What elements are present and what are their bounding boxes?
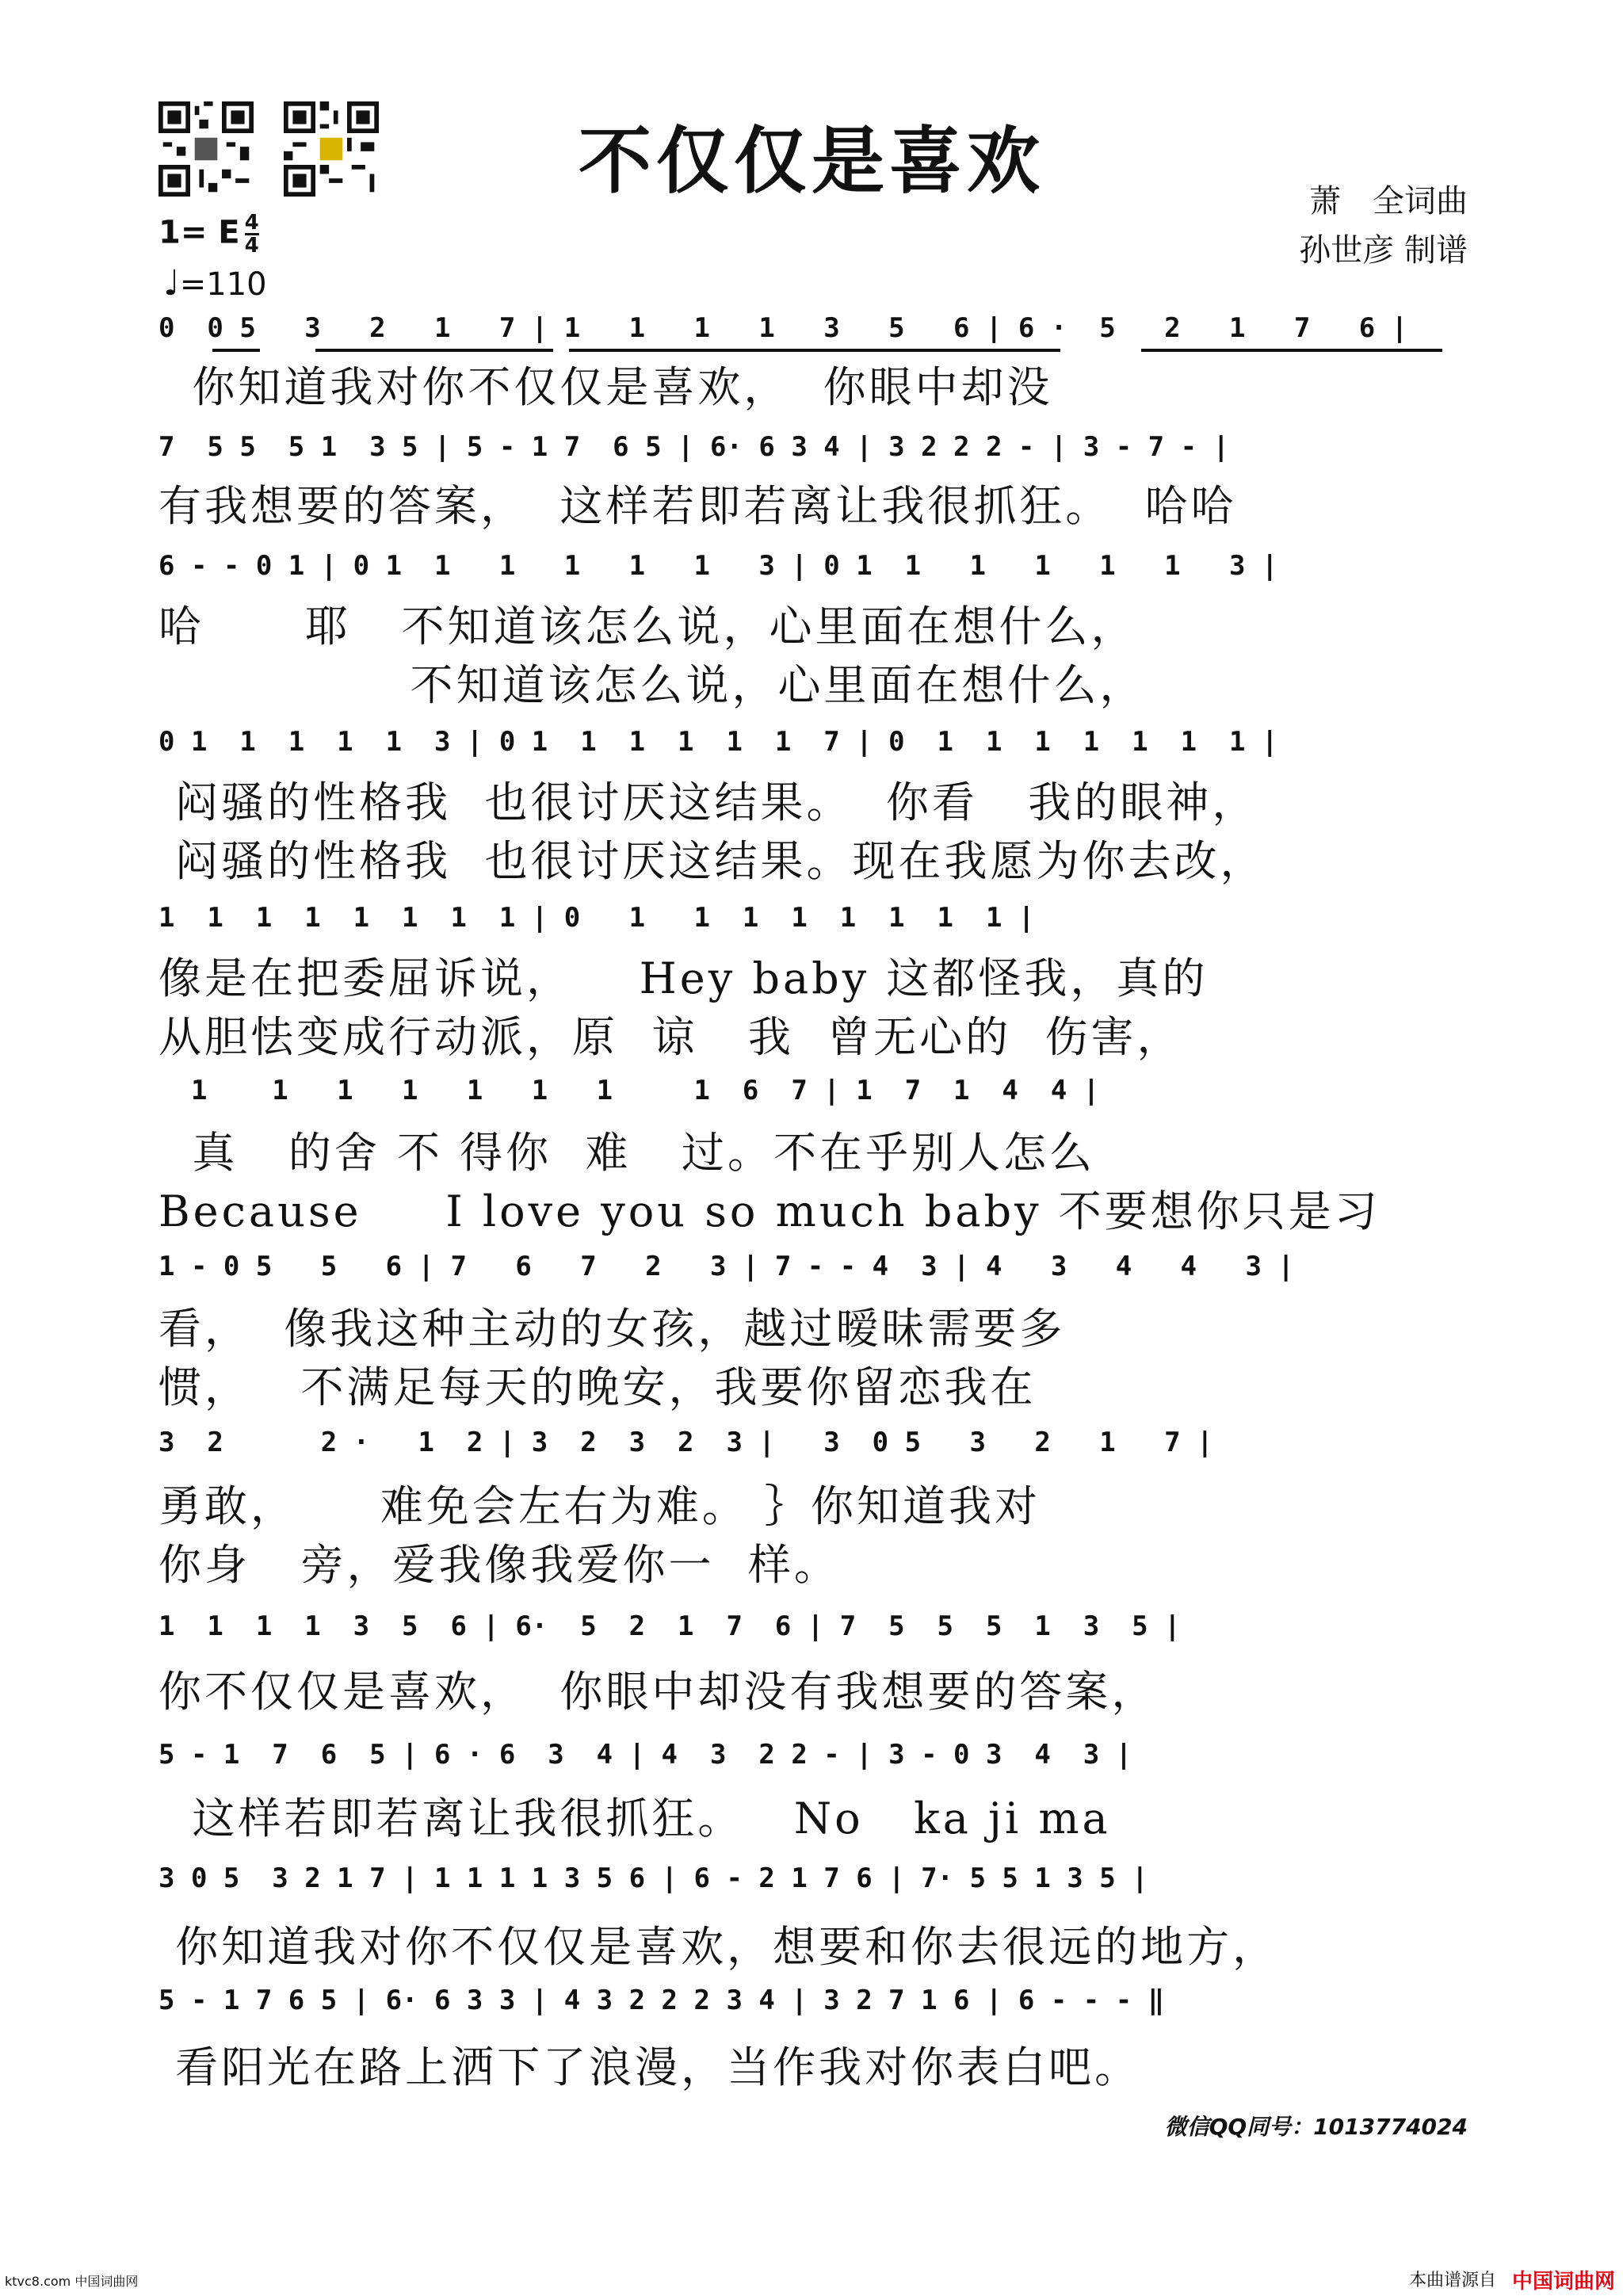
notes-line-6: 1 1 1 1 1 1 1 1 6 7 | 1 7 1 4 4 | [158,1075,1100,1106]
beam-underline [315,349,553,352]
lyricist-composer: 萧 全词曲 [1309,183,1468,220]
tempo-value: =110 [179,266,267,303]
lyric-line-2: 有我想要的答案， 这样若即若离让我很抓狂。 哈哈 [158,481,1237,531]
key-signature [158,212,259,256]
notes-line-10: 5 - 1 7 6 5 | 6 · 6 3 4 | 4 3 2 2 - | 3 - 0 3 4 3 | [158,1739,1132,1771]
notes-line-7: 1 - 0 5 5 6 | 7 6 7 2 3 | 7 - - 4 3 | 4 3 4 4 3 | [158,1251,1294,1282]
lyric-line-11: 你知道我对你不仅仅是喜欢，想要和你去很远的地方， [158,1922,1279,1972]
lyric-line-3a: 哈 耶 不知道该怎么说，心里面在想什么， [158,602,1137,651]
time-signature [245,212,259,256]
time-numerator: 4 [244,211,259,235]
arranger: 孙世彦 制谱 [1299,232,1468,269]
key-label: 1= E [158,214,240,251]
lyric-line-8b: 你身 旁，爱我像我爱你一 样。 [158,1540,840,1590]
footer-site-left: ktvc8.com 中国词曲网 [5,2274,139,2289]
lyric-line-1: 你知道我对你不仅仅是喜欢， 你眼中却没 [158,362,1053,412]
notes-line-1: 0 0 5 3 2 1 7 | 1 1 1 1 3 5 6 | 6 · 5 2 1 7 6 | [158,312,1408,344]
lyric-line-7b: 惯， 不满足每天的晚安，我要你留恋我在 [158,1362,1037,1412]
notes-line-8: 3 2 2 · 1 2 | 3 2 3 2 3 | 3 0 5 3 2 1 7 | [158,1427,1213,1458]
notes-line-12: 5 - 1 7 6 5 | 6· 6 3 3 | 4 3 2 2 2 3 4 | 3 2 7 1 6 | 6 - - - ‖ [158,1985,1165,2016]
lyric-line-3b: 不知道该怎么说，心里面在想什么， [158,660,1146,710]
beam-underline [212,349,260,352]
lyric-line-5a: 像是在把委屈诉说， Hey baby 这都怪我，真的 [158,953,1209,1003]
lyric-line-9: 你不仅仅是喜欢， 你眼中却没有我想要的答案， [158,1667,1158,1717]
notes-line-2: 7 5 5 5 1 3 5 | 5 - 1 7 6 5 | 6· 6 3 4 | 3 2 2 2 - | 3 - 7 - | [158,431,1230,463]
beam-underline [1141,349,1442,352]
song-title: 不仅仅是喜欢 [578,118,1044,204]
notes-line-4: 0 1 1 1 1 1 3 | 0 1 1 1 1 1 1 7 | 0 1 1 1 1 1 1 1 | [158,726,1278,758]
lyric-line-4b: 闷骚的性格我 也很讨厌这结果。现在我愿为你去改， [158,836,1266,886]
tempo-marking [163,263,267,304]
lyric-line-6a: 真 的舍 不 得你 难 过。不在乎别人怎么 [158,1128,1095,1178]
lyric-line-10: 这样若即若离让我很抓狂。 No ka ji ma [158,1794,1111,1843]
lyric-line-12: 看阳光在路上洒下了浪漫，当作我对你表白吧。 [158,2042,1141,2092]
quarter-note-icon: ♩ [163,263,180,304]
lyric-line-6b: Because I love you so much baby 不要想你只是习 [158,1186,1381,1236]
footer-source-label: 本曲谱源自 [1408,2271,1496,2290]
notes-line-5: 1 1 1 1 1 1 1 1 | 0 1 1 1 1 1 1 1 1 | [158,902,1035,934]
contact-info: 微信QQ同号：1013774024 [1164,2114,1468,2140]
beam-underline [569,349,1060,352]
lyric-line-4a: 闷骚的性格我 也很讨厌这结果。 你看 我的眼神， [158,777,1258,827]
notes-line-3: 6 - - 0 1 | 0 1 1 1 1 1 1 3 | 0 1 1 1 1 1 1 3 | [158,550,1278,582]
notes-line-11: 3 0 5 3 2 1 7 | 1 1 1 1 3 5 6 | 6 - 2 1 7 6 | 7· 5 5 1 3 5 | [158,1862,1148,1894]
lyric-line-8a: 勇敢， 难免会左右为难。 ｝你知道我对 [158,1481,1041,1531]
time-denominator: 4 [244,234,259,258]
notes-line-9: 1 1 1 1 3 5 6 | 6· 5 2 1 7 6 | 7 5 5 5 1 3 5 | [158,1610,1181,1642]
lyric-line-7a: 看， 像我这种主动的女孩，越过暧昧需要多 [158,1304,1066,1354]
footer-site-name: 中国词曲网 [1511,2270,1615,2294]
lyric-line-5b: 从胆怯变成行动派，原 谅 我 曾无心的 伤害， [158,1012,1183,1062]
